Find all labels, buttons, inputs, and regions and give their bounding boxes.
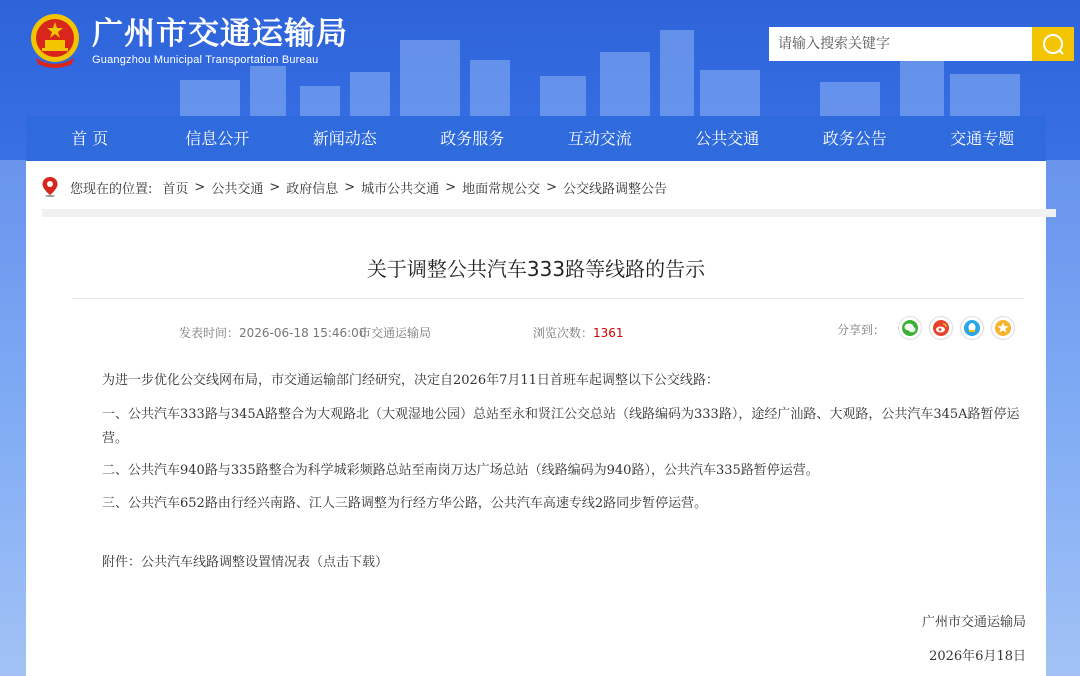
signer: 广州市交通运输局 bbox=[921, 615, 1026, 630]
nav-item-info-disclosure[interactable]: 信息公开 bbox=[185, 129, 250, 148]
wechat-icon bbox=[901, 319, 919, 337]
nav-item-home[interactable]: 首 页 bbox=[71, 129, 109, 148]
article-item-3: 三、公共汽车652路由行经兴南路、江人三路调整为行经方华公路，公共汽车高速专线2路同步暂停运营。 bbox=[102, 496, 708, 511]
breadcrumb-home[interactable]: 首页 bbox=[162, 181, 189, 197]
national-emblem-icon bbox=[28, 12, 82, 70]
qzone-icon bbox=[994, 319, 1012, 337]
qq-icon bbox=[963, 319, 981, 337]
main-nav bbox=[26, 116, 1046, 161]
share-label: 分享到： bbox=[837, 323, 886, 337]
site-title-en: Guangzhou Municipal Transportation Bureau bbox=[92, 54, 319, 66]
attachment-link[interactable]: 附件：公共汽车线路调整设置情况表（点击下载） bbox=[102, 555, 389, 570]
article-item-2: 二、公共汽车940路与335路整合为科学城彩频路总站至南岗万达广场总站（线路编码为940路），公共汽车335路暂停运营。 bbox=[102, 463, 819, 478]
location-pin-icon bbox=[42, 177, 58, 197]
nav-item-interaction[interactable]: 互动交流 bbox=[567, 129, 632, 148]
share-qq-button[interactable] bbox=[960, 316, 984, 340]
weibo-icon bbox=[932, 319, 950, 337]
search-bar bbox=[769, 27, 1074, 61]
view-count-label: 浏览次数： bbox=[533, 326, 594, 340]
nav-item-announcements[interactable]: 政务公告 bbox=[822, 129, 887, 148]
share-qzone-button[interactable] bbox=[991, 316, 1015, 340]
breadcrumb-separator: > bbox=[344, 179, 356, 195]
nav-item-services[interactable]: 政务服务 bbox=[440, 129, 505, 148]
search-icon bbox=[1041, 32, 1065, 56]
breadcrumb-separator: > bbox=[269, 179, 281, 195]
site-title-cn: 广州市交通运输局 bbox=[92, 16, 348, 52]
breadcrumb-divider bbox=[42, 209, 1056, 217]
breadcrumb-urban-transit[interactable]: 城市公共交通 bbox=[361, 181, 440, 197]
breadcrumb-ground-bus[interactable]: 地面常规公交 bbox=[462, 181, 541, 197]
site-header bbox=[0, 0, 1080, 116]
share-weibo-button[interactable] bbox=[929, 316, 953, 340]
article-intro: 为进一步优化公交线网布局，市交通运输部门经研究，决定自2026年7月11日首班车起调整以下公交线路： bbox=[102, 373, 719, 388]
sign-date: 2026年6月18日 bbox=[929, 649, 1026, 664]
article-item-1: 一、公共汽车333路与345A路整合为大观路北（大观湿地公园）总站至永和贤江公交总站（线路编码为333路），途经广汕路、大观路，公共汽车345A路暂停运营。 bbox=[102, 407, 1020, 446]
breadcrumb-route-notices[interactable]: 公交线路调整公告 bbox=[563, 181, 668, 197]
breadcrumb-separator: > bbox=[546, 179, 557, 195]
share-wechat-button[interactable] bbox=[898, 316, 922, 340]
view-count-value: 1361 bbox=[593, 326, 624, 340]
nav-item-news[interactable]: 新闻动态 bbox=[312, 129, 377, 148]
main-content bbox=[26, 161, 1046, 676]
view-count bbox=[533, 324, 624, 341]
nav-item-topics[interactable]: 交通专题 bbox=[950, 129, 1015, 148]
title-divider bbox=[72, 298, 1024, 299]
article-source: 市交通运输局 bbox=[359, 326, 432, 340]
publish-time: 发表时间：2026-06-18 15:46:00 bbox=[179, 326, 367, 340]
breadcrumb bbox=[42, 177, 667, 197]
article-title: 关于调整公共汽车333路等线路的告示 bbox=[366, 257, 706, 281]
search-button[interactable] bbox=[1032, 27, 1074, 61]
site-logo[interactable] bbox=[28, 12, 348, 70]
search-input[interactable] bbox=[769, 27, 1032, 61]
nav-item-public-transport[interactable]: 公共交通 bbox=[695, 129, 760, 148]
breadcrumb-separator: > bbox=[194, 179, 206, 195]
breadcrumb-gov-info[interactable]: 政府信息 bbox=[286, 181, 339, 197]
breadcrumb-prefix: 您现在的位置: bbox=[70, 181, 153, 197]
breadcrumb-separator: > bbox=[445, 179, 457, 195]
breadcrumb-public-transport[interactable]: 公共交通 bbox=[211, 181, 264, 197]
